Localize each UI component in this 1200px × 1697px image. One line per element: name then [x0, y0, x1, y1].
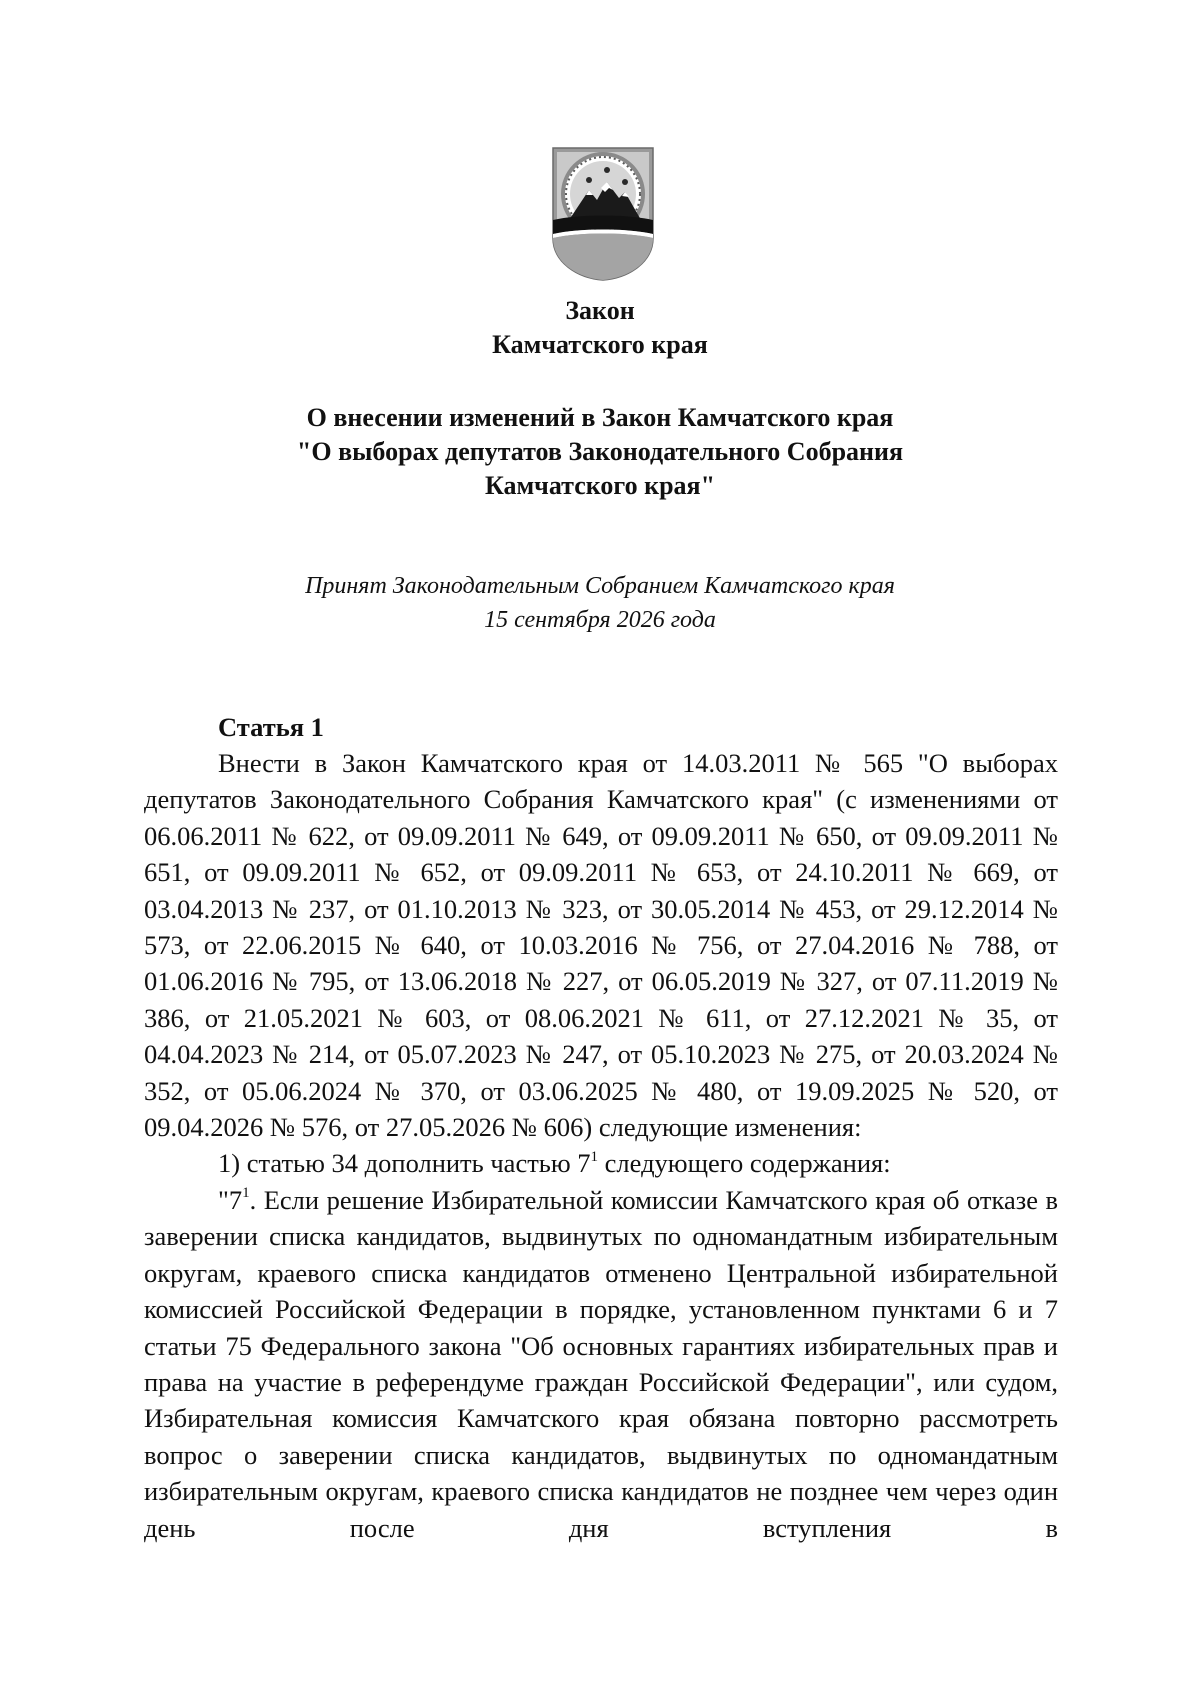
law-heading-line1: Закон [565, 296, 635, 325]
law-subject-line3: Камчатского края" [484, 471, 716, 500]
adoption-note [0, 569, 1200, 637]
law-subject-line2: "О выборах депутатов Законодательного Собрания [296, 437, 904, 466]
article-body [144, 745, 1058, 1546]
law-heading [0, 294, 1200, 362]
adoption-date: 15 сентября 2026 года [484, 607, 716, 633]
item1-text-after: следующего содержания: [598, 1148, 891, 1179]
article-intro-paragraph: Внести в Закон Камчатского края от 14.03.2011 № 565 "О выборах депутатов Законодательного Собрания Камчатского края" (с изменениями от 06.06.2011 № 622, от 09.09.2011 № 649, от 09.09.2011 № 650, от 09.09.2011 № 651, от 09.09.2011 № 652, от 09.09.2011 № 653, от 24.10.2011 № 669, от 03.04.2013 № 237, от 01.10.2013 № 323, от 30.05.2014 № 453, от 29.12.2014 № 573, от 22.06.2015 № 640, от 10.03.2016 № 756, от 27.04.2016 № 788, от 01.06.2016 № 795, от 13.06.2018 № 227, от 06.05.2019 № 327, от 07.11.2019 № 386, от 21.05.2021 № 603, от 08.06.2021 № 611, от 27.12.2021 № 35, от 04.04.2023 № 214, от 05.07.2023 № 247, от 05.10.2023 № 275, от 20.03.2024 № 352, от 05.06.2024 № 370, от 03.06.2025 № 480, от 19.09.2025 № 520, от 09.04.2026 № 576, от 27.05.2026 № 606) следующие изменения: [144, 748, 1058, 1143]
quote-text: . Если решение Избирательной комиссии Камчатского края об отказе в заверении списка кандидатов, выдвинутых по одномандатным избирательным округам, краевого списка кандидатов отменено Центральной избирательной комиссией Российской Федерации в порядке, установленном пунктами 6 и 7 статьи 75 Федерального закона "Об основных гарантиях избирательных прав и права на участие в референдуме граждан Российской Федерации", или судом, Избирательная комиссия Камчатского края обязана повторно рассмотреть вопрос о заверении списка кандидатов, выдвинутых по одномандатным избирательным округам, краевого списка кандидатов не позднее чем через один день после дня вступления в [144, 1184, 1058, 1543]
law-subject-line1: О внесении изменений в Закон Камчатского края [306, 403, 894, 432]
law-heading-line2: Камчатского края [492, 330, 708, 359]
article-heading: Статья 1 [218, 712, 324, 742]
quote-superscript: 1 [242, 1185, 250, 1202]
item1-text-before: 1) статью 34 дополнить частью 7 [218, 1148, 591, 1179]
article-item-1 [144, 1145, 1058, 1181]
adoption-note-line1: Принят Законодательным Собранием Камчатского края [305, 573, 895, 599]
item1-superscript: 1 [590, 1148, 599, 1165]
kamchatka-coat-of-arms-icon [549, 146, 657, 282]
law-subject [0, 401, 1200, 503]
quoted-part-paragraph [144, 1182, 1058, 1546]
quote-open: "7 [218, 1184, 243, 1215]
